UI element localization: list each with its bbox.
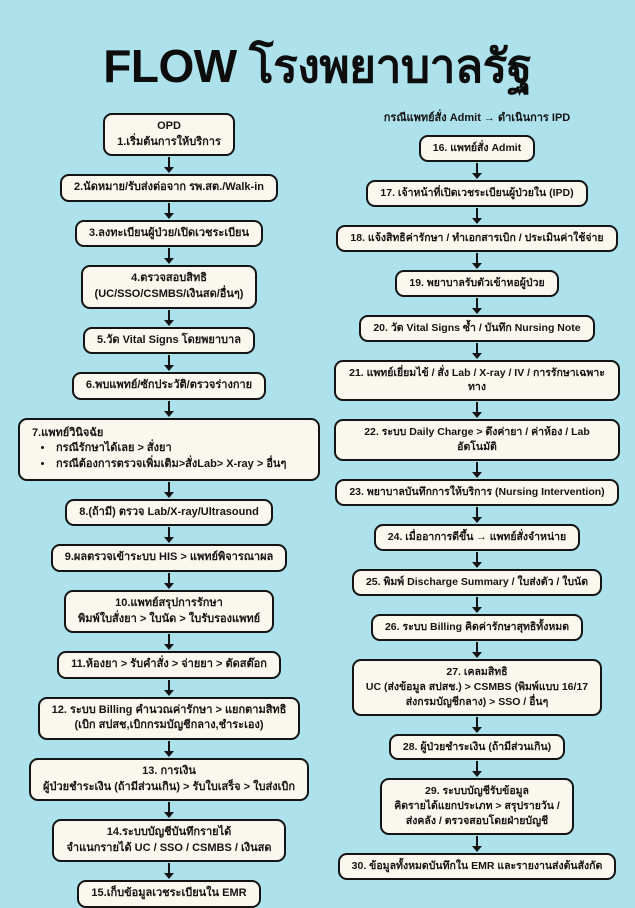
arrow-down-icon [334, 507, 620, 523]
arrow-down-icon [18, 401, 320, 417]
flow-box-line: 16. แพทย์สั่ง Admit [432, 142, 522, 154]
flow-box [334, 360, 620, 402]
flow-box-line: 19. พยาบาลรับตัวเข้าหอผู้ป่วย [409, 276, 545, 289]
arrow-down-icon [18, 573, 320, 589]
arrow-down-icon [334, 163, 620, 179]
flow-box [60, 174, 278, 202]
flow-box [72, 372, 266, 400]
flow-box [335, 479, 618, 506]
flow-box [18, 418, 320, 481]
arrow-down-icon [334, 253, 620, 269]
flow-box-line: 14.ระบบบัญชีบันทึกรายได้ [106, 826, 232, 839]
arrow-down-icon [18, 527, 320, 543]
arrow-down-icon [18, 355, 320, 371]
arrow-down-icon [334, 597, 620, 613]
flow-box-line: OPD [157, 120, 181, 132]
flow-box [366, 180, 587, 207]
flow-box [336, 225, 617, 252]
flow-box [83, 327, 255, 355]
arrow-down-icon [18, 802, 320, 818]
flow-box [38, 697, 301, 740]
flow-box-line: 8.(ถ้ามี) ตรวจ Lab/X-ray/Ultrasound [79, 505, 259, 518]
flow-box [389, 734, 565, 761]
flow-box-bullet: • กรณีต้องการตรวจเพิ่มเติม>สั่งLab> X-ray > อื่นๆ [54, 457, 308, 473]
arrow-down-icon [334, 462, 620, 478]
arrow-down-icon [18, 741, 320, 757]
flow-box [395, 270, 558, 297]
page-title: FLOW โรงพยาบาลรัฐ [103, 40, 532, 92]
arrow-down-icon [334, 208, 620, 224]
flow-box-line: 28. ผู้ป่วยชำระเงิน (ถ้ามีส่วนเกิน) [402, 740, 552, 753]
arrow-down-icon [334, 402, 620, 418]
flow-box-line: 17. เจ้าหน้าที่เปิดเวชระเบียนผู้ป่วยใน (IPD) [380, 186, 574, 199]
flow-box-line: 22. ระบบ Daily Charge > ดึงค่ายา / ค่าห้อง / Lab อัตโนมัติ [364, 426, 590, 454]
flow-box-bullet: • กรณีรักษาได้เลย > สั่งยา [54, 441, 308, 457]
flow-box-line: 10.แพทย์สรุปการรักษา [115, 596, 223, 609]
arrow-down-icon [18, 680, 320, 696]
arrow-down-icon [18, 157, 320, 173]
flow-box-line: 11.ห้องยา > รับคำสั่ง > จ่ายยา > ตัดสต๊อก [71, 658, 267, 671]
arrow-down-icon [18, 482, 320, 498]
flow-box-line: 23. พยาบาลบันทึกการให้บริการ (Nursing Intervention) [349, 486, 605, 499]
flow-box [371, 614, 583, 641]
flow-box [380, 778, 574, 835]
flow-box-line: 21. แพทย์เยี่ยมไข้ / สั่ง Lab / X-ray / IV / การรักษาเฉพาะทาง [349, 366, 605, 394]
ipd-flow-column [334, 108, 620, 880]
flow-box-line: 26. ระบบ Billing คิดค่ารักษาสุทธิทั้งหมด [384, 620, 570, 633]
ipd-note: กรณีแพทย์สั่ง Admit → ดำเนินการ IPD [383, 112, 571, 124]
flow-box-line: ผู้ป่วยชำระเงิน (ถ้ามีส่วนเกิน) > รับใบเสร็จ > ใบส่งเบิก [43, 780, 295, 793]
arrow-down-icon [334, 343, 620, 359]
flow-box-line: 20. วัด Vital Signs ซ้ำ / บันทึก Nursing Note [373, 321, 581, 334]
flow-box-line: 9.ผลตรวจเข้าระบบ HIS > แพทย์พิจารณาผล [64, 551, 274, 564]
flow-box-line: 29. ระบบบัญชีรับข้อมูล [424, 785, 529, 798]
flow-box-line: 1.เริ่มต้นการให้บริการ [117, 135, 221, 148]
flow-box-line: 5.วัด Vital Signs โดยพยาบาล [97, 333, 241, 346]
flow-box [65, 499, 273, 527]
arrow-down-icon [334, 298, 620, 314]
flow-box-line: 7.แพทย์วินิจฉัย [32, 426, 104, 439]
flow-box-line: จำแนกรายได้ UC / SSO / CSMBS / เงินสด [66, 841, 272, 854]
flow-box-line: 4.ตรวจสอบสิทธิ [131, 272, 207, 285]
flow-box-line: 24. เมื่ออาการดีขึ้น → แพทย์สั่งจำหน่าย [387, 531, 567, 544]
flow-box-line: 25. พิมพ์ Discharge Summary / ใบส่งตัว / ใบนัด [365, 575, 589, 588]
flow-box [64, 590, 274, 633]
arrow-down-icon [334, 642, 620, 658]
flow-box [81, 265, 258, 308]
flow-box-line: (เบิก สปสช,เบิกกรมบัญชีกลาง,ชำระเอง) [74, 719, 264, 732]
flow-box [103, 113, 235, 156]
flow-box-line: 15.เก็บข้อมูลเวชระเบียนใน EMR [91, 887, 247, 900]
flow-box-line: 30. ข้อมูลทั้งหมดบันทึกใน EMR และรายงานส่งต้นสังกัด [351, 860, 603, 873]
flow-box [359, 315, 594, 342]
ipd-flow-boxes [334, 135, 620, 880]
flow-box-line: ส่งคลัง / ตรวจสอบโดยฝ่ายบัญชี [405, 815, 549, 828]
flow-box-line: พิมพ์ใบสั่งยา > ใบนัด > ใบรับรองแพทย์ [77, 612, 261, 625]
flow-box-line: 2.นัดหมาย/รับส่งต่อจาก รพ.สต./Walk-in [74, 181, 264, 194]
arrow-down-icon [334, 552, 620, 568]
flow-box [352, 659, 602, 716]
flow-box-bullets [32, 441, 308, 472]
flow-box-line: UC (ส่งข้อมูล สปสช.) > CSMBS (พิมพ์แบบ 16/17 [365, 680, 589, 693]
flow-box-line: 13. การเงิน [142, 764, 196, 777]
arrow-down-icon [18, 634, 320, 650]
arrow-down-icon [334, 717, 620, 733]
flow-box [29, 758, 309, 801]
flow-box [352, 569, 602, 596]
flow-box-line: คิดรายได้แยกประเภท > สรุปรายวัน / [394, 800, 560, 813]
flow-box-line: 12. ระบบ Billing คำนวณค่ารักษา > แยกตามสิทธิ [51, 703, 287, 716]
flow-box [374, 524, 580, 551]
arrow-down-icon [18, 310, 320, 326]
flow-box-line: 18. แจ้งสิทธิค่ารักษา / ทำเอกสารเบิก / ประเมินค่าใช้จ่าย [350, 231, 604, 244]
flow-box-line: ส่งกรมบัญชีกลาง) > SSO / อื่นๆ [405, 695, 549, 708]
arrow-down-icon [334, 761, 620, 777]
flow-box [51, 544, 288, 572]
arrow-down-icon [18, 248, 320, 264]
flow-box [338, 853, 617, 880]
flow-box [77, 880, 260, 908]
flow-box-line: 6.พบแพทย์/ซักประวัติ/ตรวจร่างกาย [85, 379, 253, 392]
flow-box-line: (UC/SSO/CSMBS/เงินสด/อื่นๆ) [94, 288, 244, 301]
flow-box [52, 819, 285, 862]
opd-flow-column [18, 108, 320, 908]
flow-columns [0, 100, 635, 908]
flow-box-line: 27. เคลมสิทธิ [446, 665, 508, 678]
arrow-down-icon [18, 203, 320, 219]
flow-box [334, 419, 620, 461]
arrow-down-icon [18, 863, 320, 879]
flow-box-line: 3.ลงทะเบียนผู้ป่วย/เปิดเวชระเบียน [88, 226, 250, 239]
flow-box [57, 651, 281, 679]
flow-box [75, 220, 263, 248]
arrow-down-icon [334, 836, 620, 852]
flow-box [419, 135, 535, 162]
